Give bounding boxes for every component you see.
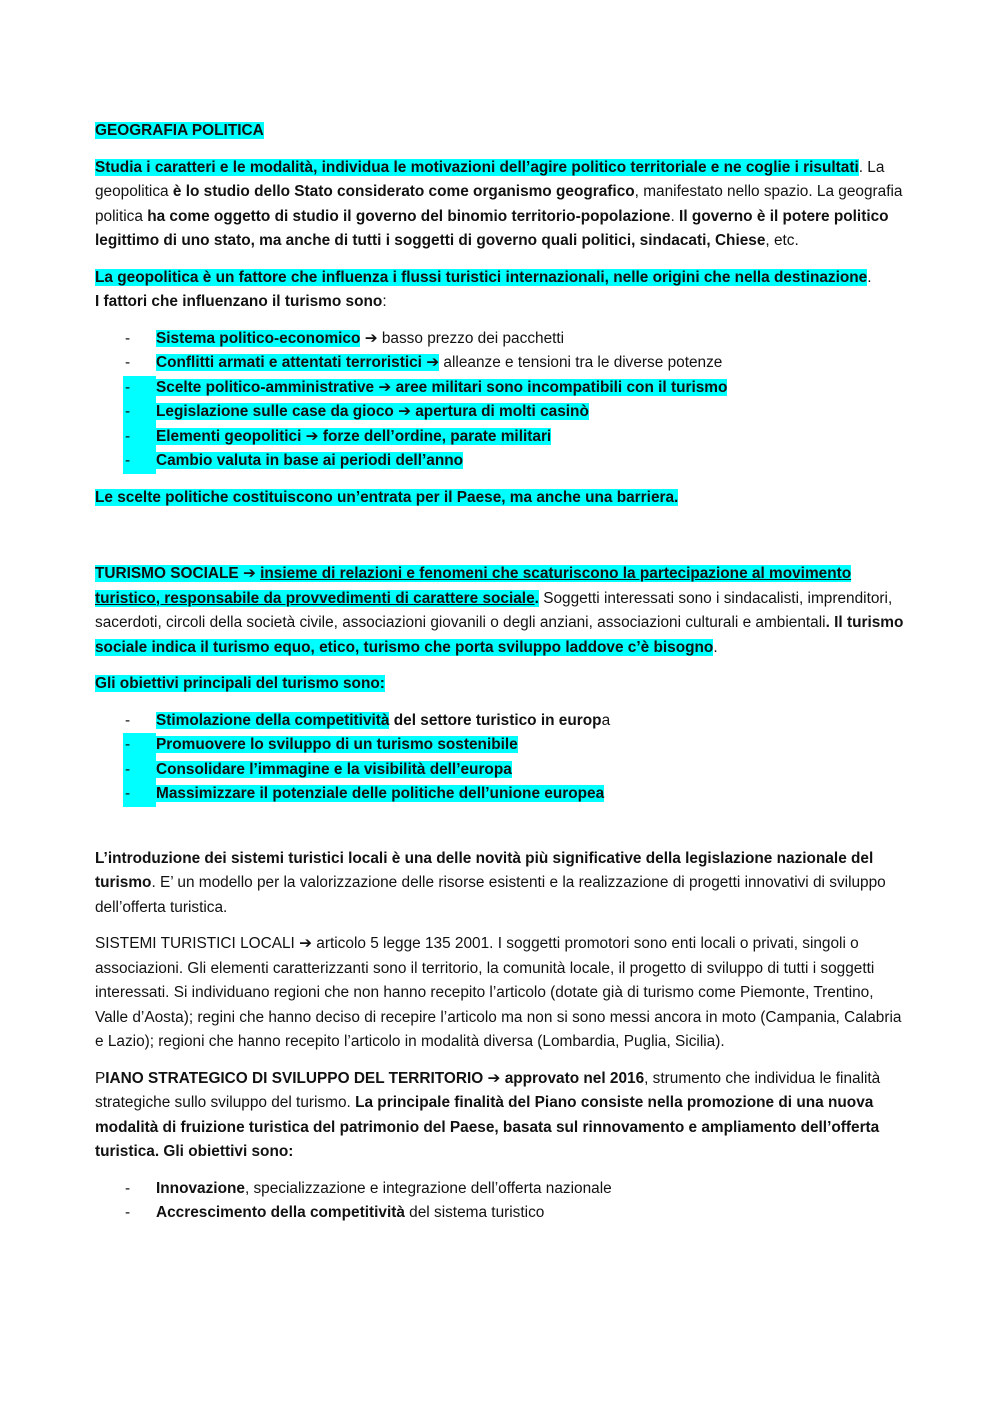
dash-marker: -: [123, 733, 156, 758]
list-desc: basso prezzo dei pacchetti: [377, 329, 565, 347]
paragraph-sistemi-turistici-locali: [95, 932, 910, 1055]
list-item: [95, 449, 910, 474]
list-desc: apertura di molti casinò: [410, 403, 589, 420]
text-fragment: :: [382, 293, 387, 310]
list-term: Sistema politico-economico: [156, 329, 361, 347]
paragraph-geopolitica-flussi: [95, 266, 910, 315]
list-item: [95, 782, 910, 807]
list-term: Scelte politico-amministrative: [156, 378, 375, 396]
section-title-geografia: [95, 119, 910, 144]
list-term: Cambio valuta in base ai periodi dell’anno: [156, 452, 464, 469]
bold-fragment: è lo studio dello Stato considerato come organismo geografico: [172, 183, 635, 200]
bold-fragment: . Il turismo: [825, 614, 904, 631]
paragraph-conclusione: [95, 486, 910, 511]
list-item: [95, 400, 910, 425]
dash-marker: -: [123, 782, 156, 807]
bold-fragment: La principale finalità del Piano consiste nella promozione di una nuova modalità di fruizione turistica del patrimonio del Paese, basata sul rinnovamento e ampliamento dell’offerta turistica. Gli obiettivi sono:: [95, 1094, 880, 1160]
bold-fragment: ha come oggetto di studio il governo del binomio territorio-popolazione: [147, 207, 671, 225]
list-item: [95, 425, 910, 450]
list-item: [95, 1201, 910, 1226]
bold-fragment: L’introduzione dei sistemi turistici locali è una delle novità più significative della legislazione nazionale del turismo: [95, 849, 874, 891]
list-desc: aree militari sono incompatibili con il turismo: [391, 378, 728, 396]
text-fragment: , manifestato nello spazio. La geografia politica: [95, 183, 903, 225]
dash-marker: -: [125, 711, 131, 729]
list-term: Legislazione sulle case da gioco: [156, 403, 394, 420]
section-title-text: GEOGRAFIA POLITICA: [95, 122, 264, 139]
dash-marker: -: [125, 1204, 131, 1221]
section-label: IANO STRATEGICO DI SVILUPPO DEL TERRITORIO: [105, 1069, 484, 1087]
dash-marker: -: [123, 449, 156, 474]
text-fragment: La geopolitica: [95, 158, 885, 200]
list-term: Elementi geopolitici: [156, 427, 302, 445]
section-title-turismo-sociale: TURISMO SOCIALE: [95, 565, 239, 582]
dash-marker: -: [123, 400, 156, 425]
highlighted-lead: Studia i caratteri e le modalità, individua le motivazioni dell’agire politico territoriale e ne coglie i risultati: [95, 158, 859, 176]
list-term: Conflitti armati e attentati terroristici: [156, 354, 422, 371]
list-item: [95, 758, 910, 783]
text-fragment: P: [95, 1069, 106, 1087]
text-fragment: a: [601, 711, 611, 729]
bold-fragment: Il governo è il potere politico legittimo di uno stato, ma anche di tutti i soggetti di governo quali politici, sindacati, Chiese: [95, 207, 889, 249]
arrow-icon: ➔: [299, 935, 313, 952]
text-fragment: Soggetti interessati sono i sindacalisti, imprenditori, sacerdoti, circoli della società civile, associazioni giovanili o degli anziani, associazioni culturali e ambientali: [95, 589, 893, 631]
paragraph-turismo-sociale: [95, 562, 910, 660]
dash-marker: -: [123, 425, 156, 450]
bold-fragment: approvato nel 2016: [500, 1069, 645, 1087]
text-fragment: , etc.: [765, 232, 799, 249]
text-fragment: .: [858, 158, 864, 176]
text-fragment: . E’ un modello per la valorizzazione delle risorse esistenti e la realizzazione di progetti innovativi di sviluppo dell’offerta turistica.: [95, 874, 886, 916]
underlined-definition: insieme di relazioni e fenomeni che scaturiscono la partecipazione al movimento turistico, responsabile da provvedimenti di carattere sociale: [95, 565, 852, 607]
goals-list: [95, 709, 910, 807]
arrow-icon: ➔: [378, 378, 392, 396]
list-desc: del sistema turistico: [404, 1204, 545, 1221]
arrow-icon: ➔: [398, 403, 411, 420]
dash-marker: -: [125, 354, 131, 371]
document-content: [95, 119, 910, 1238]
goals-heading: [95, 672, 910, 697]
paragraph-piano-strategico: [95, 1067, 910, 1165]
arrow-icon: ➔: [305, 427, 319, 445]
highlighted-fragment: sociale indica il turismo equo, etico, turismo che porta sviluppo laddove c’è bisogno: [95, 638, 714, 656]
text-fragment: .: [867, 268, 872, 286]
text-fragment: .: [534, 589, 539, 607]
section-spacer: [95, 522, 910, 562]
section-spacer: [95, 819, 910, 847]
dash-marker: -: [123, 376, 156, 401]
section-label: SISTEMI TURISTICI LOCALI: [95, 935, 295, 952]
arrow-icon: ➔: [364, 329, 378, 347]
list-item: [95, 327, 910, 352]
list-desc: forze dell’ordine, parate militari: [318, 427, 552, 445]
list-term: Massimizzare il potenziale delle politiche dell’unione europea: [156, 785, 605, 802]
text-fragment: .: [670, 207, 680, 225]
bold-fragment: I fattori che influenzano il turismo sono: [95, 293, 383, 310]
dash-marker: -: [125, 329, 131, 347]
list-desc: , specializzazione e integrazione dell’offerta nazionale: [244, 1179, 612, 1197]
paragraph-geografia-definizione: [95, 156, 910, 254]
list-term: Promuovere lo sviluppo di un turismo sostenibile: [156, 736, 518, 753]
paragraph-introduzione-stl: [95, 847, 910, 921]
highlighted-conclusion: Le scelte politiche costituiscono un’entrata per il Paese, ma anche una barriera.: [95, 488, 679, 506]
list-term: Innovazione: [156, 1179, 245, 1197]
list-item: [95, 733, 910, 758]
text-fragment: , strumento che individua le finalità strategiche sullo sviluppo del turismo.: [95, 1069, 881, 1111]
list-item: [95, 376, 910, 401]
list-desc: del settore turistico in europ: [389, 711, 602, 729]
list-item: [95, 1177, 910, 1202]
arrow-icon: ➔: [426, 354, 440, 371]
list-term: Stimolazione della competitività: [156, 711, 390, 729]
list-desc: alleanze e tensioni tra le diverse potenze: [439, 354, 723, 371]
obiettivi-list: [95, 1177, 910, 1226]
highlighted-lead: La geopolitica è un fattore che influenza i flussi turistici internazionali, nelle origini che nella destinazione: [95, 268, 868, 286]
list-item: [95, 351, 910, 376]
list-term: Consolidare l’immagine e la visibilità dell’europa: [156, 760, 512, 778]
text-fragment: .: [713, 638, 718, 656]
dash-marker: -: [123, 758, 156, 783]
factors-list: [95, 327, 910, 474]
list-item: [95, 709, 910, 734]
arrow-icon: ➔: [242, 565, 256, 582]
list-term: Accrescimento della competitività: [156, 1204, 405, 1221]
text-fragment: articolo 5 legge 135 2001. I soggetti promotori sono enti locali o privati, singoli o associazioni. Gli elementi caratterizzanti sono il territorio, la comunità locale, il progetto di sviluppo di tutti i soggetti interessati. Si individuano regioni che non hanno recepito l’articolo (dotate già di turismo come Piemonte, Trentino, Valle d’Aosta); regini che hanno deciso di recepire l’articolo ma non si sono messi ancora in moto (Campania, Calabria e Lazio); regioni che hanno recepito l’articolo in modalità diversa (Lombardia, Puglia, Sicilia).: [95, 935, 902, 1050]
dash-marker: -: [125, 1179, 131, 1197]
goals-title: Gli obiettivi principali del turismo sono:: [95, 675, 385, 692]
arrow-icon: ➔: [487, 1069, 501, 1087]
